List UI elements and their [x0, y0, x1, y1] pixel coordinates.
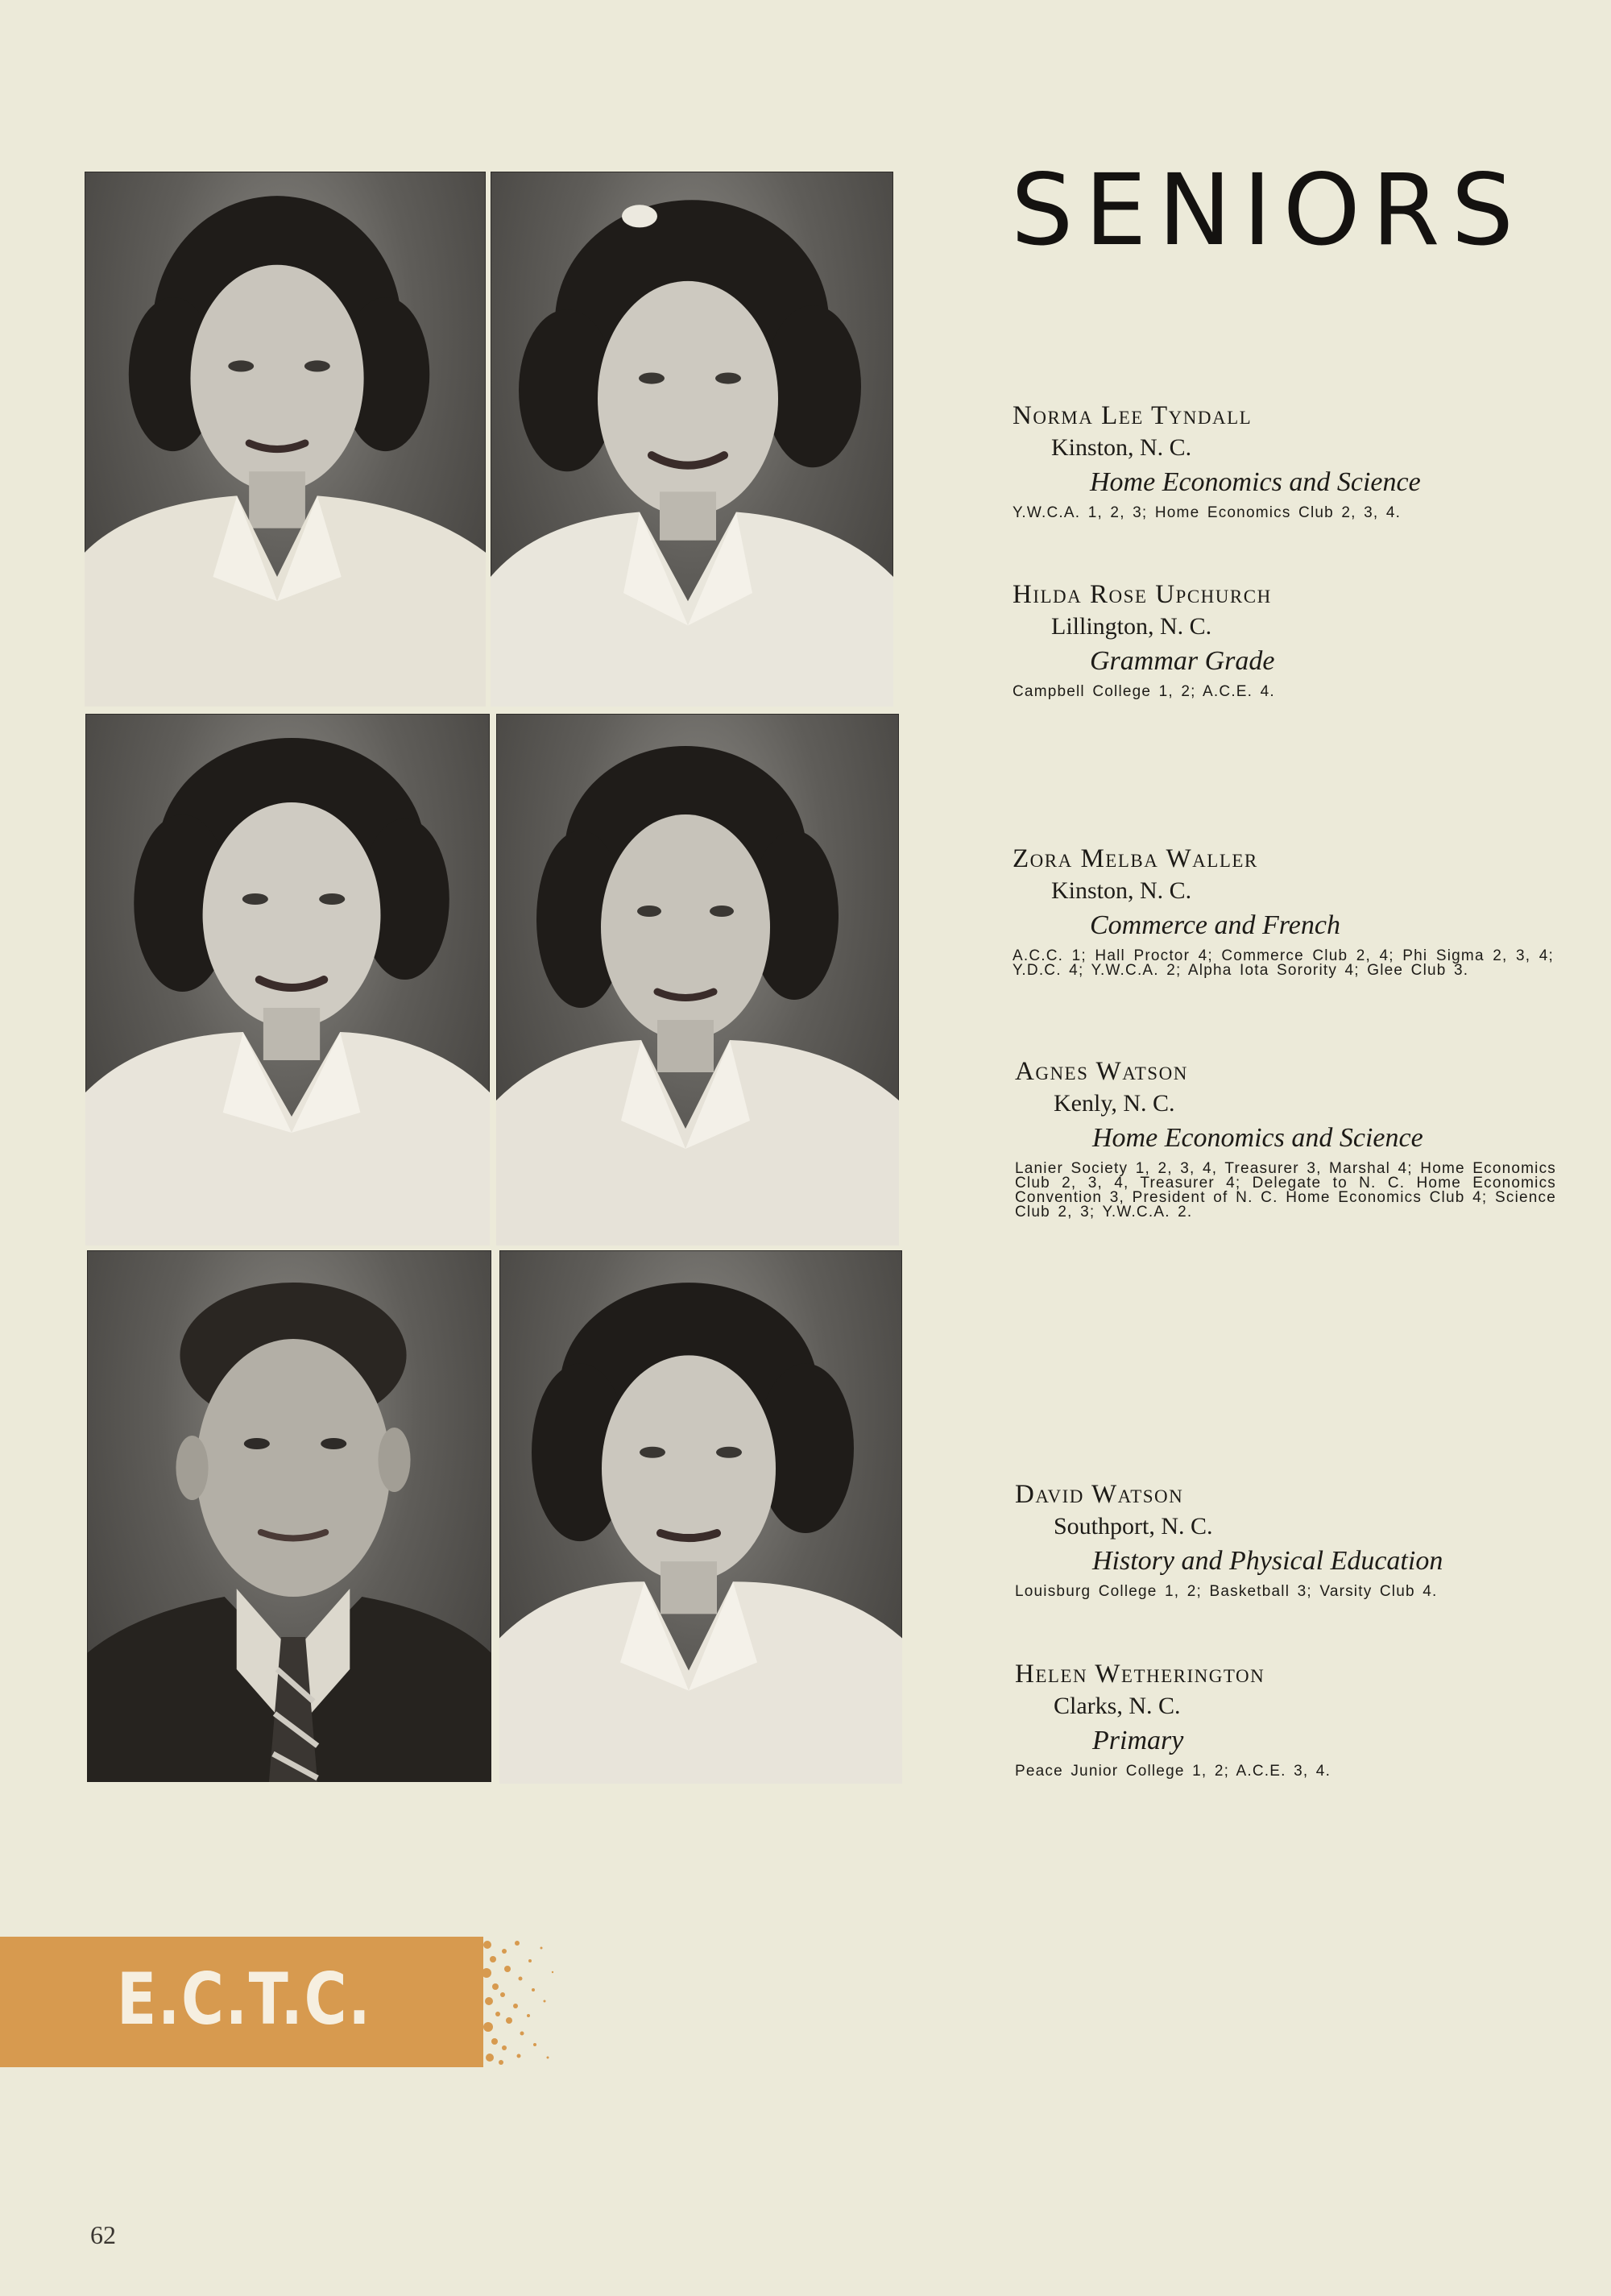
senior-name: Norma Lee Tyndall [1013, 401, 1253, 430]
portrait-zora-melba-waller [85, 714, 490, 1245]
senior-major: Home Economics and Science [1092, 1123, 1423, 1153]
senior-name: Hilda Rose Upchurch [1013, 580, 1272, 609]
banner-text: E.C.T.C. [117, 1958, 372, 2041]
senior-activities: Louisburg College 1, 2; Basketball 3; Varsity Club 4. [1015, 1583, 1438, 1600]
senior-major: Home Economics and Science [1090, 467, 1421, 497]
senior-activities: Campbell College 1, 2; A.C.E. 4. [1013, 683, 1275, 700]
senior-activities: A.C.C. 1; Hall Proctor 4; Commerce Club 2, 4; Phi Sigma 2, 3, 4; Y.D.C. 4; Y.W.C.A. 2; Alpha Iota Sorority 4; Glee Club 3. [1013, 947, 1554, 979]
senior-hometown: Southport, N. C. [1054, 1513, 1213, 1540]
senior-name: Agnes Watson [1015, 1057, 1188, 1086]
senior-hometown: Clarks, N. C. [1054, 1693, 1181, 1719]
senior-hometown: Kenly, N. C. [1054, 1090, 1175, 1117]
senior-name: Helen Wetherington [1015, 1660, 1265, 1689]
senior-major: Grammar Grade [1090, 646, 1275, 676]
banner-speckle-edge [451, 1937, 564, 2067]
senior-entry [1015, 1658, 1556, 1779]
senior-major: Commerce and French [1090, 910, 1340, 940]
senior-entry [1013, 843, 1554, 978]
page-title: SENIORS [1011, 153, 1526, 267]
portrait-norma-lee-tyndall [85, 172, 486, 707]
senior-entry [1013, 400, 1554, 520]
senior-hometown: Kinston, N. C. [1051, 434, 1192, 461]
senior-name: Zora Melba Waller [1013, 844, 1258, 873]
senior-hometown: Lillington, N. C. [1051, 613, 1212, 640]
senior-hometown: Kinston, N. C. [1051, 877, 1192, 904]
senior-activities: Peace Junior College 1, 2; A.C.E. 3, 4. [1015, 1763, 1331, 1780]
portrait-agnes-watson [496, 714, 899, 1245]
senior-name: David Watson [1015, 1480, 1184, 1509]
senior-major: Primary [1092, 1726, 1184, 1755]
portrait-helen-wetherington [499, 1250, 902, 1784]
senior-major: History and Physical Education [1092, 1546, 1443, 1576]
school-banner [0, 1937, 564, 2067]
senior-activities: Y.W.C.A. 1, 2, 3; Home Economics Club 2, 3, 4. [1013, 504, 1402, 521]
page-number: 62 [90, 2220, 116, 2249]
portrait-david-watson [87, 1250, 491, 1782]
senior-activities: Lanier Society 1, 2, 3, 4, Treasurer 3, Marshal 4; Home Economics Club 2, 3, 4, Treasurer 4; Delegate to N. C. Home Economics Convention 3, President of N. C. Home Economics Club 4; Science Club 2, 3; Y.W.C.A. 2. [1015, 1160, 1556, 1221]
portrait-hilda-rose-upchurch [491, 172, 893, 707]
senior-entry [1015, 1478, 1556, 1599]
senior-entry [1013, 578, 1554, 699]
senior-entry [1015, 1055, 1556, 1220]
